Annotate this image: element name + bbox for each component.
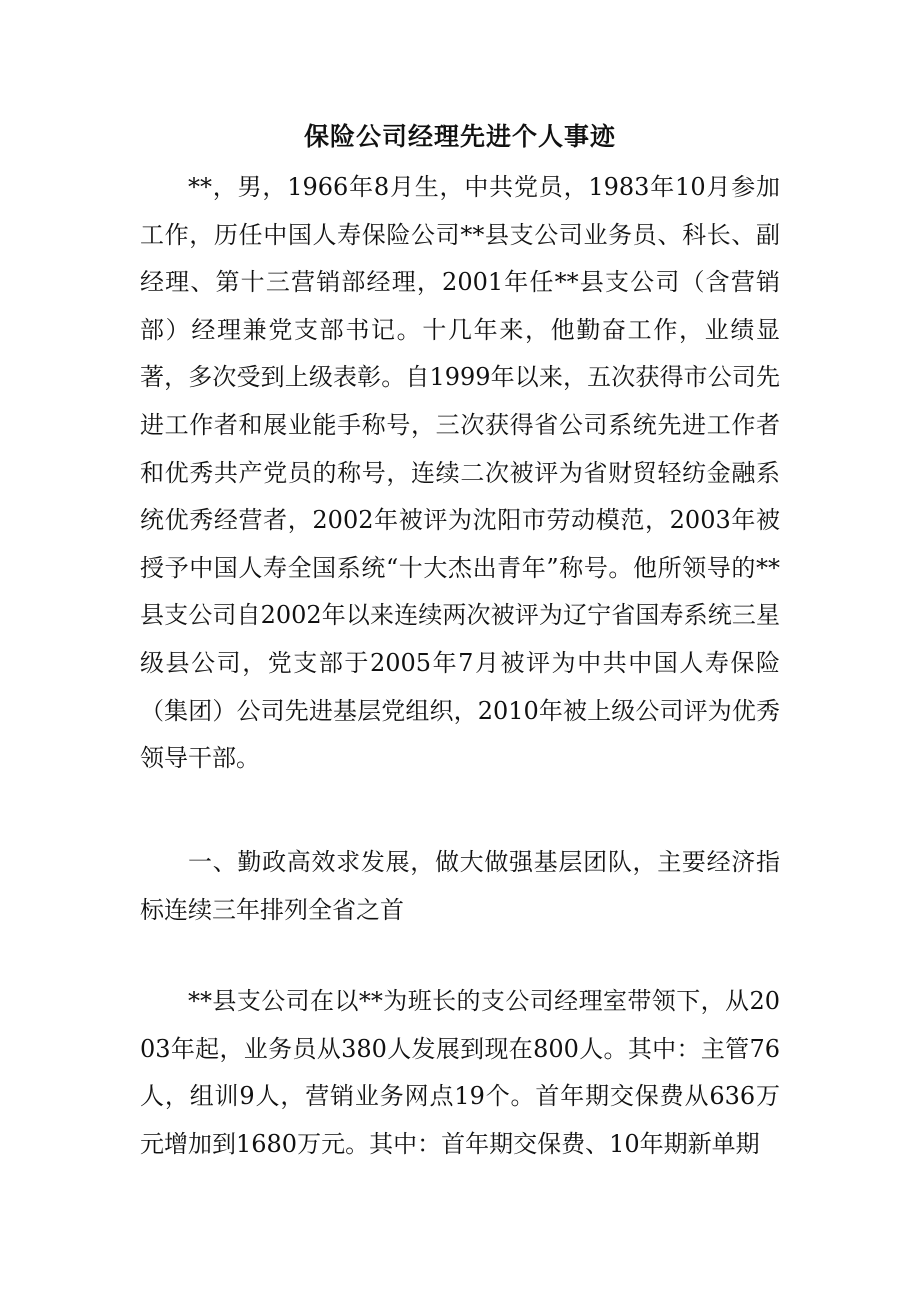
section-heading-1: 一、勤政高效求发展，做大做强基层团队，主要经济指标连续三年排列全省之首 xyxy=(140,848,780,924)
paragraph-biography: **，男，1966年8月生，中共党员，1983年10月参加工作，历任中国人寿保险公司**县支公司业务员、科长、副经理、第十三营销部经理，2001年任**县支公司（含营销部）经理兼党支部书记。十几年来，他勤奋工作，业绩显著，多次受到上级表彰。自1999年以来，五次获得市公司先进工作者和展业能手称号，三次获得省公司系统先进工作者和优秀共产党员的称号，连续二次被评为省财贸轻纺金融系统优秀经营者，2002年被评为沈阳市劳动模范，2003年被授予中国人寿全国系统“十大杰出青年”称号。他所领导的**县支公司自2002年以来连续两次被评为辽宁省国寿系统三星级县公司，党支部于2005年7月被评为中共中国人寿保险（集团）公司先进基层党组织，2010年被上级公司评为优秀领导干部。 xyxy=(140,173,780,773)
document-title: 保险公司经理先进个人事迹 xyxy=(303,122,616,151)
paragraph-section-1-body: **县支公司在以**为班长的支公司经理室带领下，从2003年起，业务员从380人发展到现在800人。其中：主管76人，组训9人，营销业务网点19个。首年期交保费从636万元增加到1680万元。其中：首年期交保费、10年期新单期 xyxy=(140,987,780,1158)
